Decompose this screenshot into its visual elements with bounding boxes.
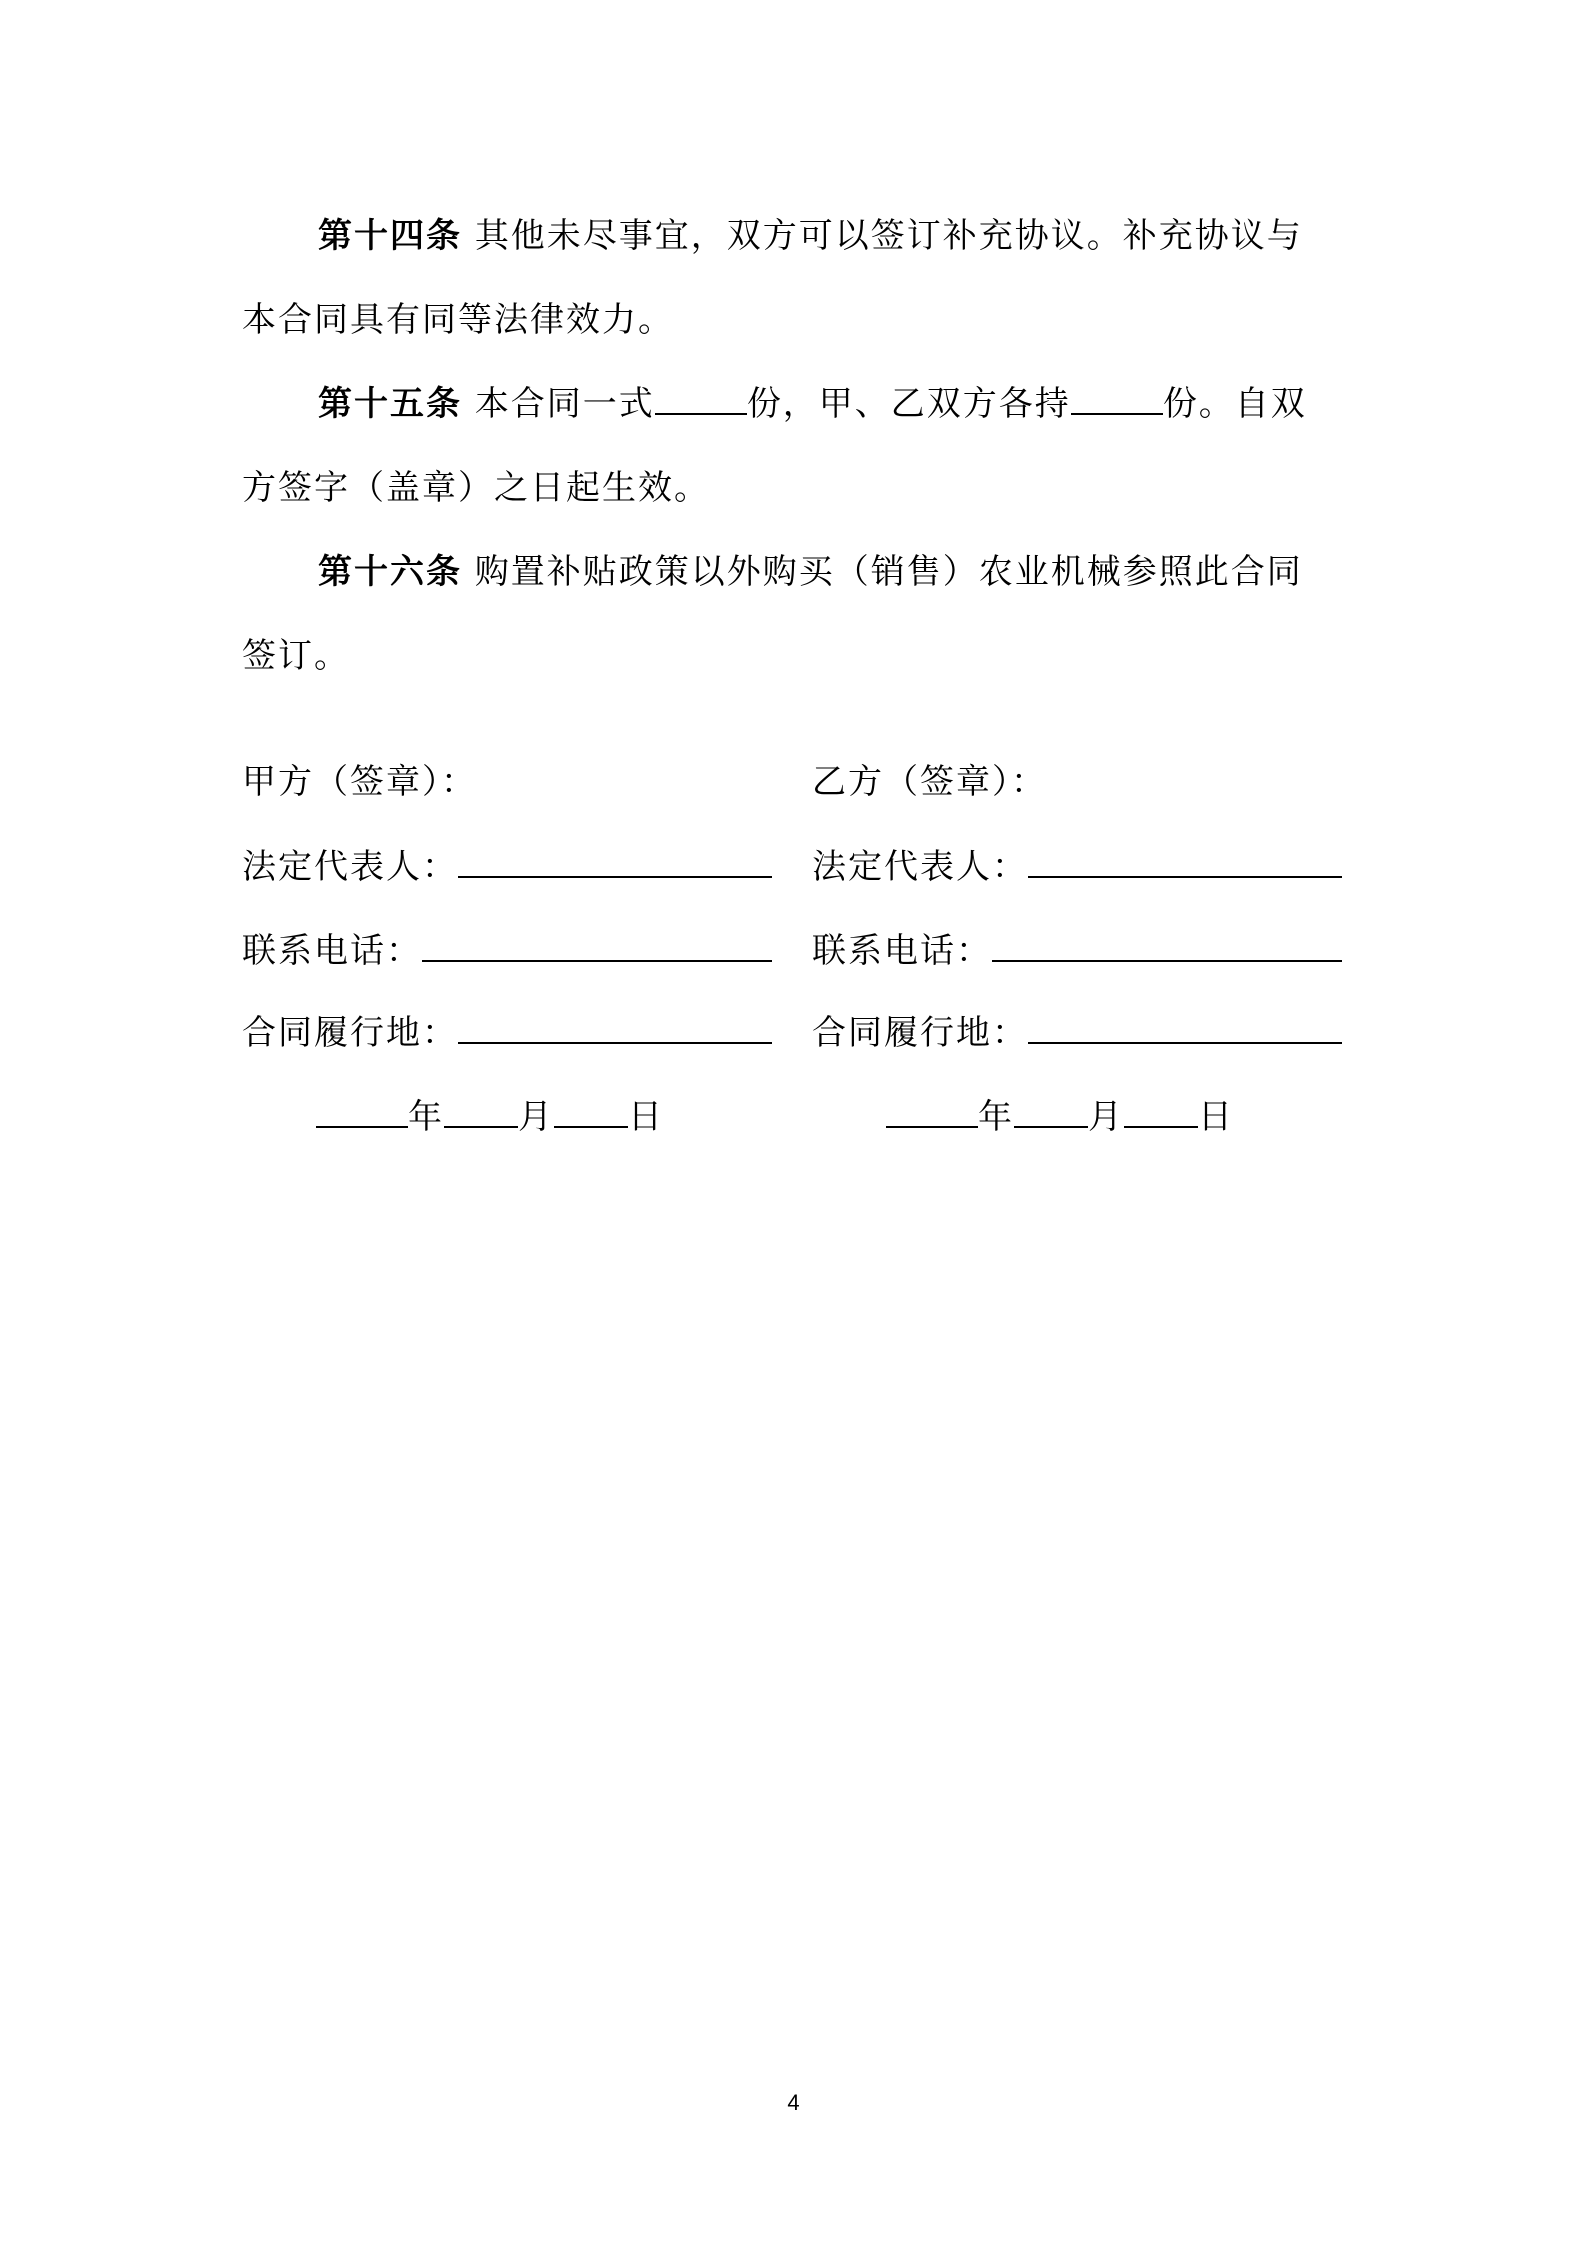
party-a-place-row [242,1012,772,1053]
article-14-line-2: 本合同具有同等法律效力。 [242,300,674,340]
party-a-month-label: 月 [518,1097,554,1137]
party-b-phone-blank[interactable] [992,930,1342,962]
party-a-date-row [316,1096,664,1137]
party-b-day-blank[interactable] [1124,1096,1198,1128]
article-15-text-part-3: 份。自双 [1162,384,1307,424]
party-b-legal-rep-row [812,846,1342,887]
party-b-year-blank[interactable] [886,1096,978,1128]
party-b-date-row [886,1096,1234,1137]
party-b-phone-row [812,930,1342,971]
article-16-title: 第十六条 [318,552,462,592]
article-15-line-1 [318,384,1307,424]
party-a-year-blank[interactable] [316,1096,408,1128]
party-b-year-label: 年 [978,1097,1014,1137]
party-b-legal-rep-blank[interactable] [1028,846,1342,878]
article-14-line-1 [318,216,1303,256]
party-a-day-label: 日 [628,1097,664,1137]
copies-each-blank[interactable] [1071,385,1163,415]
party-a-phone-blank[interactable] [422,930,772,962]
party-a-legal-rep-row [242,846,772,887]
copies-total-blank[interactable] [655,385,747,415]
article-14-text-1: 其他未尽事宜，双方可以签订补充协议。补充协议与 [474,216,1303,256]
party-a-legal-rep-label: 法定代表人： [242,847,458,887]
article-16-line-2: 签订。 [242,636,350,676]
article-15-line-2: 方签字（盖章）之日起生效。 [242,468,710,508]
party-a-place-label: 合同履行地： [242,1013,458,1053]
party-b-header: 乙方（签章）： [812,762,1047,802]
party-b-legal-rep-label: 法定代表人： [812,847,1028,887]
article-15-text-part-1: 本合同一式 [474,384,655,424]
article-16-text-1: 购置补贴政策以外购买（销售）农业机械参照此合同 [474,552,1303,592]
party-a-year-label: 年 [408,1097,444,1137]
party-b-place-blank[interactable] [1028,1012,1342,1044]
party-b-place-row [812,1012,1342,1053]
article-16-line-1 [318,552,1303,592]
article-14-title: 第十四条 [318,216,462,256]
article-15-text-part-2: 份，甲、乙双方各持 [746,384,1071,424]
party-a-month-blank[interactable] [444,1096,518,1128]
party-a-header: 甲方（签章）： [242,762,477,802]
party-b-month-blank[interactable] [1014,1096,1088,1128]
party-a-day-blank[interactable] [554,1096,628,1128]
party-b-day-label: 日 [1198,1097,1234,1137]
party-b-place-label: 合同履行地： [812,1013,1028,1053]
party-b-phone-label: 联系电话： [812,931,992,971]
party-a-legal-rep-blank[interactable] [458,846,772,878]
party-a-phone-label: 联系电话： [242,931,422,971]
party-b-month-label: 月 [1088,1097,1124,1137]
page-number: 4 [787,2090,800,2115]
party-a-phone-row [242,930,772,971]
article-15-title: 第十五条 [318,384,462,424]
party-a-place-blank[interactable] [458,1012,772,1044]
